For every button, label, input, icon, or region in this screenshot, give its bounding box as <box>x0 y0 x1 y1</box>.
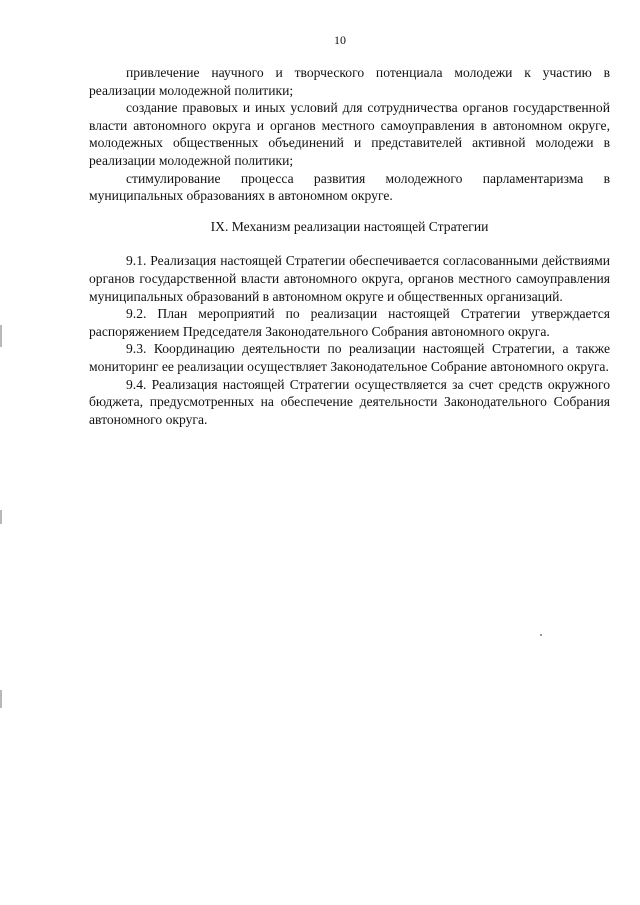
clause-paragraph: 9.4. Реализация настоящей Стратегии осуществляется за счет средств окружного бюджета, предусмотренных на обеспечение деятельности Законодательного Собрания автономного округа. <box>89 376 610 427</box>
section-heading: IX. Механизм реализации настоящей Стратегии <box>210 218 489 234</box>
clause-paragraph: 9.1. Реализация настоящей Стратегии обеспечивается согласованными действиями органов государственной власти автономного округа, органов местного самоуправления муниципальных образований в автономном округе и общественных организаций. <box>89 253 610 304</box>
page-number: 10 <box>334 33 346 47</box>
scan-speck <box>540 634 542 636</box>
list-item-paragraph: стимулирование процесса развития молодежного парламентаризма в муниципальных образованиях в автономном округе. <box>89 170 610 204</box>
scan-edge-mark <box>0 690 2 708</box>
document-body <box>89 64 610 428</box>
clause-paragraph: 9.2. План мероприятий по реализации настоящей Стратегии утверждается распоряжением Председателя Законодательного Собрания автономного округа. <box>89 306 610 339</box>
scan-edge-mark <box>0 325 2 347</box>
list-item-paragraph: создание правовых и иных условий для сотрудничества органов государственной власти автономного округа и органов местного самоуправления в автономном округе, молодежных общественных объединений и представителей активной молодежи в реализации молодежной политики; <box>89 100 610 168</box>
clause-paragraph: 9.3. Координацию деятельности по реализации настоящей Стратегии, а также мониторинг ее реализации осуществляет Законодательное Собрание автономного округа. <box>89 341 610 374</box>
list-item-paragraph: привлечение научного и творческого потенциала молодежи к участию в реализации молодежной политики; <box>89 65 610 98</box>
scan-edge-mark <box>0 510 2 524</box>
